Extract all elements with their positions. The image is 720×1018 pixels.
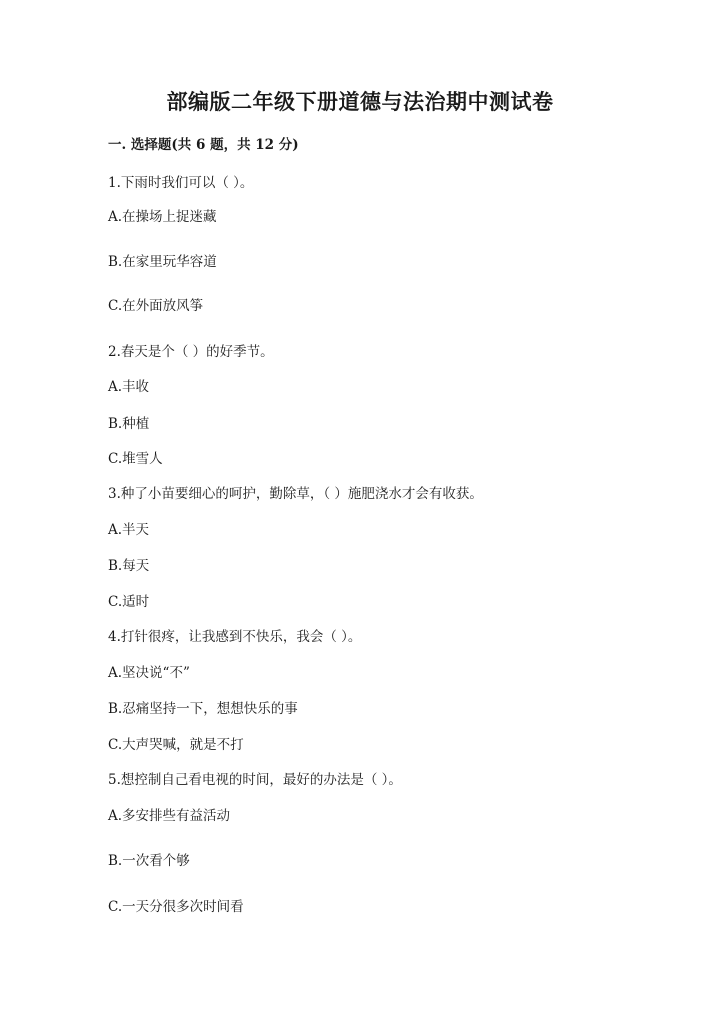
question-3-option-a: A.半天 xyxy=(108,522,150,538)
question-2-stem: 2.春天是个（ ）的好季节。 xyxy=(108,344,274,360)
question-1-option-a: A.在操场上捉迷藏 xyxy=(108,209,217,225)
question-2-option-b: B.种植 xyxy=(108,416,150,432)
question-5-stem: 5.想控制自己看电视的时间，最好的办法是（ ）。 xyxy=(108,772,402,788)
question-5-option-a: A.多安排些有益活动 xyxy=(108,808,231,824)
question-1-option-c: C.在外面放风筝 xyxy=(108,298,204,314)
question-3-stem: 3.种了小苗要细心的呵护，勤除草，（ ）施肥浇水才会有收获。 xyxy=(108,486,483,502)
question-4-option-c: C.大声哭喊，就是不打 xyxy=(108,737,244,753)
question-1-stem: 1.下雨时我们可以（ ）。 xyxy=(108,175,254,191)
question-3-option-c: C.适时 xyxy=(108,594,150,610)
section-heading: 一. 选择题(共 6 题，共 12 分) xyxy=(108,137,299,153)
question-2-option-c: C.堆雪人 xyxy=(108,451,163,467)
question-5-option-b: B.一次看个够 xyxy=(108,853,190,869)
question-2-option-a: A.丰收 xyxy=(108,379,150,395)
question-5-option-c: C.一天分很多次时间看 xyxy=(108,899,244,915)
question-1-option-b: B.在家里玩华容道 xyxy=(108,254,217,270)
question-4-stem: 4.打针很疼，让我感到不快乐，我会（ ）。 xyxy=(108,629,362,645)
question-3-option-b: B.每天 xyxy=(108,558,150,574)
page-title: 部编版二年级下册道德与法治期中测试卷 xyxy=(166,89,554,114)
question-4-option-b: B.忍痛坚持一下，想想快乐的事 xyxy=(108,701,298,717)
question-4-option-a: A.坚决说“不” xyxy=(108,665,190,681)
